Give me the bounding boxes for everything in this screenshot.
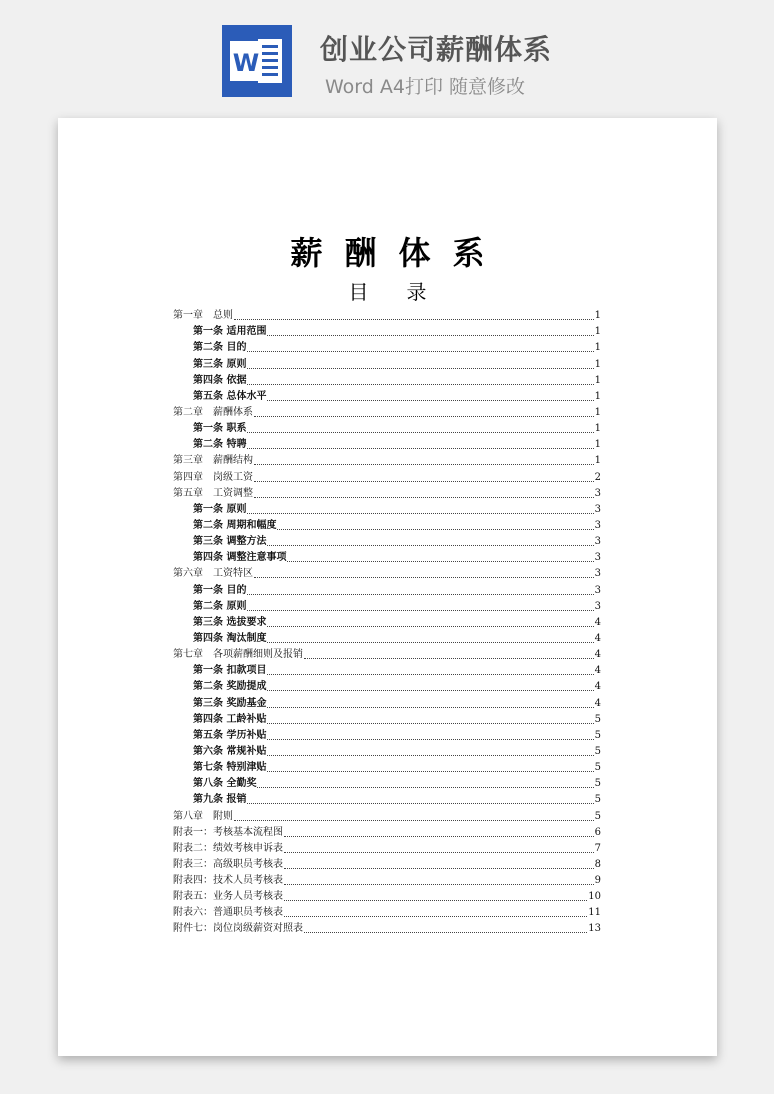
toc-entry-page: 1: [594, 374, 601, 386]
toc-leader-dots: [247, 512, 593, 514]
toc-entry[interactable]: [173, 597, 601, 613]
toc-leader-dots: [267, 625, 593, 627]
toc-entry-page: 10: [588, 891, 601, 903]
toc-heading: 目录: [348, 280, 465, 304]
toc-entry[interactable]: [173, 500, 601, 516]
toc-entry-page: 5: [594, 745, 601, 757]
toc-entry[interactable]: [173, 710, 601, 726]
document-page: [58, 118, 717, 1056]
toc-entry[interactable]: [173, 387, 601, 403]
toc-entry-page: 4: [594, 665, 601, 677]
toc-entry-page: 3: [594, 519, 601, 531]
toc-entry[interactable]: [173, 371, 601, 387]
toc-entry-page: 3: [594, 503, 601, 515]
toc-leader-dots: [267, 738, 593, 740]
toc-leader-dots: [284, 899, 587, 901]
toc-entry[interactable]: [173, 806, 601, 822]
toc-leader-dots: [267, 722, 593, 724]
toc-entry-page: 13: [588, 923, 601, 935]
toc-entry-label: 第二条 原则: [193, 600, 247, 612]
toc-entry[interactable]: [173, 774, 601, 790]
toc-leader-dots: [277, 528, 593, 530]
toc-entry-label: 第四条 淘汰制度: [193, 632, 267, 644]
toc-leader-dots: [284, 867, 594, 869]
toc-entry-label: 第六章 工资特区: [173, 568, 253, 580]
toc-entry-page: 5: [594, 762, 601, 774]
toc-leader-dots: [267, 334, 593, 336]
toc-entry[interactable]: [173, 629, 601, 645]
toc-leader-dots: [234, 318, 594, 320]
toc-entry-label: 第四条 依据: [193, 374, 247, 386]
toc-entry[interactable]: [173, 919, 601, 935]
toc-entry-page: 1: [594, 326, 601, 338]
toc-entry-page: 6: [594, 826, 601, 838]
toc-leader-dots: [267, 544, 593, 546]
toc-entry-label: 第二条 特聘: [193, 439, 247, 451]
toc-entry-page: 1: [594, 310, 601, 322]
toc-leader-dots: [247, 609, 593, 611]
toc-entry[interactable]: [173, 742, 601, 758]
toc-entry-page: 11: [588, 907, 601, 919]
toc-leader-dots: [254, 576, 594, 578]
toc-entry[interactable]: [173, 532, 601, 548]
toc-entry[interactable]: [173, 580, 601, 596]
toc-leader-dots: [284, 883, 594, 885]
toc-entry-label: 第二条 奖励提成: [193, 681, 267, 693]
toc-leader-dots: [247, 447, 593, 449]
toc-entry[interactable]: [173, 403, 601, 419]
toc-entry-label: 第一条 适用范围: [193, 326, 267, 338]
toc-entry-label: 第二条 目的: [193, 342, 247, 354]
toc-entry-label: 附表一：考核基本流程图: [173, 826, 283, 838]
toc-leader-dots: [267, 689, 593, 691]
toc-entry-page: 1: [594, 423, 601, 435]
toc-entry-page: 8: [594, 858, 601, 870]
toc-leader-dots: [304, 657, 594, 659]
toc-entry[interactable]: [173, 435, 601, 451]
toc-entry-label: 第九条 报销: [193, 794, 247, 806]
toc-entry-label: 第三条 原则: [193, 358, 247, 370]
toc-entry[interactable]: [173, 823, 601, 839]
toc-entry-label: 第三条 选拔要求: [193, 616, 267, 628]
toc-entry-page: 3: [594, 487, 601, 499]
toc-entry-page: 5: [594, 729, 601, 741]
toc-leader-dots: [284, 835, 594, 837]
toc-entry-label: 第六条 常规补贴: [193, 745, 267, 757]
toc-entry[interactable]: [173, 645, 601, 661]
toc-entry-page: 1: [594, 406, 601, 418]
toc-entry[interactable]: [173, 871, 601, 887]
word-icon: [222, 25, 292, 97]
toc-entry-label: 附表六：普通职员考核表: [173, 907, 283, 919]
toc-entry[interactable]: [173, 903, 601, 919]
toc-entry-page: 4: [594, 616, 601, 628]
toc-leader-dots: [254, 463, 594, 465]
toc-leader-dots: [267, 770, 593, 772]
toc-entry-page: 3: [594, 552, 601, 564]
toc-entry[interactable]: [173, 855, 601, 871]
toc-entry[interactable]: [173, 790, 601, 806]
toc-entry-page: 4: [594, 681, 601, 693]
toc-entry[interactable]: [173, 677, 601, 693]
toc-entry-label: 第五条 学历补贴: [193, 729, 267, 741]
toc-entry-page: 3: [594, 536, 601, 548]
toc-entry[interactable]: [173, 419, 601, 435]
toc-entry[interactable]: [173, 693, 601, 709]
toc-entry[interactable]: [173, 564, 601, 580]
toc-entry-page: 7: [594, 842, 601, 854]
toc-entry-page: 3: [594, 584, 601, 596]
toc-entry-label: 第三章 薪酬结构: [173, 455, 253, 467]
toc-entry-label: 附件七：岗位岗级薪资对照表: [173, 923, 303, 935]
toc-entry-label: 第二章 薪酬体系: [173, 406, 253, 418]
toc-leader-dots: [284, 851, 594, 853]
toc-entry-label: 第八条 全勤奖: [193, 778, 257, 790]
toc-entry[interactable]: [173, 839, 601, 855]
toc-entry-label: 第一条 扣款项目: [193, 665, 267, 677]
toc-entry-page: 1: [594, 455, 601, 467]
toc-entry-label: 第八章 附则: [173, 810, 233, 822]
toc-entry-label: 第三条 奖励基金: [193, 697, 267, 709]
toc-entry[interactable]: [173, 338, 601, 354]
toc-leader-dots: [254, 496, 594, 498]
toc-entry-page: 2: [594, 471, 601, 483]
toc-entry[interactable]: [173, 613, 601, 629]
toc-leader-dots: [247, 431, 593, 433]
toc-leader-dots: [267, 673, 593, 675]
toc-entry-page: 5: [594, 778, 601, 790]
toc-leader-dots: [267, 754, 593, 756]
toc-entry-page: 1: [594, 342, 601, 354]
toc-leader-dots: [267, 641, 593, 643]
banner-title: 创业公司薪酬体系: [320, 33, 553, 66]
toc-entry[interactable]: [173, 467, 601, 483]
toc-leader-dots: [247, 367, 593, 369]
toc-entry-label: 附表五：业务人员考核表: [173, 891, 283, 903]
toc-entry[interactable]: [173, 451, 601, 467]
toc-entry-label: 第一条 目的: [193, 584, 247, 596]
toc-entry-label: 第四条 调整注意事项: [193, 552, 287, 564]
toc-entry-label: 第二条 周期和幅度: [193, 519, 277, 531]
toc-entry-page: 1: [594, 439, 601, 451]
toc-entry[interactable]: [173, 661, 601, 677]
toc-leader-dots: [284, 915, 587, 917]
toc-entry-label: 附表三：高级职员考核表: [173, 858, 283, 870]
toc-entry-label: 第七条 特别津贴: [193, 762, 267, 774]
toc-leader-dots: [254, 480, 594, 482]
toc-entry[interactable]: [173, 516, 601, 532]
toc-entry-page: 3: [594, 568, 601, 580]
banner-subtitle: Word A4打印 随意修改: [325, 76, 526, 98]
toc-leader-dots: [247, 593, 593, 595]
toc-entry[interactable]: [173, 322, 601, 338]
toc-entry-page: 4: [594, 697, 601, 709]
toc-entry-label: 第一章 总则: [173, 310, 233, 322]
toc-leader-dots: [257, 786, 593, 788]
toc-entry-label: 第四条 工龄补贴: [193, 713, 267, 725]
word-icon-letter: W: [232, 49, 260, 77]
toc-leader-dots: [247, 383, 593, 385]
toc-entry-label: 第一条 原则: [193, 503, 247, 515]
toc-leader-dots: [247, 350, 593, 352]
toc-entry[interactable]: [173, 354, 601, 370]
toc-leader-dots: [254, 415, 594, 417]
toc-entry-label: 第三条 调整方法: [193, 536, 267, 548]
toc-entry-page: 5: [594, 810, 601, 822]
toc-leader-dots: [304, 931, 587, 933]
toc-leader-dots: [247, 802, 593, 804]
toc-leader-dots: [234, 819, 594, 821]
toc-leader-dots: [267, 706, 593, 708]
toc-entry[interactable]: [173, 548, 601, 564]
toc-entry-page: 4: [594, 649, 601, 661]
table-of-contents: [173, 306, 601, 935]
toc-entry[interactable]: [173, 758, 601, 774]
toc-entry-label: 附表四：技术人员考核表: [173, 875, 283, 887]
toc-entry-label: 第四章 岗级工资: [173, 471, 253, 483]
toc-entry-label: 第一条 职系: [193, 423, 247, 435]
toc-entry[interactable]: [173, 726, 601, 742]
banner: [0, 0, 774, 110]
toc-entry[interactable]: [173, 306, 601, 322]
toc-entry-page: 9: [594, 875, 601, 887]
toc-entry-label: 第七章 各项薪酬细则及报销: [173, 649, 303, 661]
toc-entry-page: 5: [594, 794, 601, 806]
toc-entry-label: 第五章 工资调整: [173, 487, 253, 499]
document-title: 薪酬体系: [290, 234, 507, 272]
toc-entry-page: 5: [594, 713, 601, 725]
toc-entry-label: 第五条 总体水平: [193, 390, 267, 402]
toc-entry[interactable]: [173, 484, 601, 500]
toc-entry-page: 1: [594, 390, 601, 402]
toc-entry-page: 4: [594, 632, 601, 644]
toc-entry-label: 附表二：绩效考核申诉表: [173, 842, 283, 854]
toc-entry[interactable]: [173, 887, 601, 903]
toc-entry-page: 1: [594, 358, 601, 370]
toc-leader-dots: [267, 399, 593, 401]
toc-leader-dots: [287, 560, 593, 562]
toc-entry-page: 3: [594, 600, 601, 612]
